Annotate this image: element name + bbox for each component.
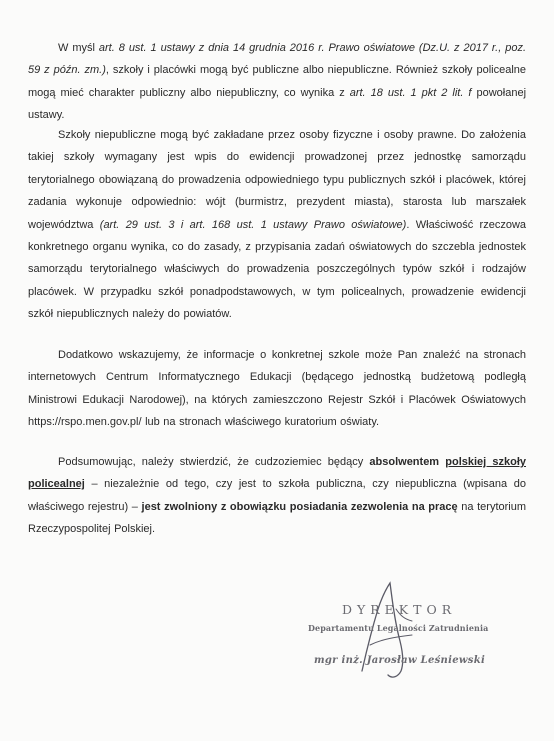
stamp-department: Departamentu Legalności Zatrudnienia (308, 623, 489, 633)
text-run: . Właściwość rzeczowa konkretnego organu wynika, co do zasady, z przypisania zadań oświatowych do szczebla jednostek samorządu terytorialnego właściwych do prowadzenia poszczególnych typów szkół i rodzajów placówek. W przypadku szkół ponadpodstawowych, w tym policealnych, prowadzenie ewidencji szkół niepublicznych należy do powiatów. (28, 218, 527, 321)
text-run: na terytorium Rzeczypospolitej Polskiej. (28, 500, 527, 536)
text-run: , szkoły i placówki mogą być publiczne albo niepubliczne. Również szkoły policealne mogą mieć charakter publiczny albo niepubliczny, co wynika z (28, 64, 527, 99)
legal-reference: art. 18 ust. 1 pkt 2 lit. f (349, 86, 472, 99)
bold-text: jest zwolniony z obowiązku posiadania zezwolenia na pracę (141, 500, 458, 513)
text-run: – niezależnie od tego, czy jest to szkoła publiczna, czy niepubliczna (wpisana do właściwego rejestru) – (28, 478, 526, 513)
bold-text: absolwentem (369, 456, 440, 468)
text-run: Podsumowując, należy stwierdzić, że cudzoziemiec będący (58, 456, 370, 468)
stamp-title: DYREKTOR (342, 602, 457, 617)
bold-underlined-text: polskiej szkoły policealnej (28, 456, 526, 491)
text-run: W myśl (58, 42, 99, 54)
paragraph-legal-basis (28, 37, 526, 127)
text-run: powołanej ustawy. (28, 86, 527, 122)
legal-reference: art. 8 ust. 1 ustawy z dnia 14 grudnia 2016 r. Prawo oświatowe (Dz.U. z 2017 r., poz. 59 z późn. zm.) (28, 42, 527, 77)
legal-reference: (art. 29 ust. 3 i art. 168 ust. 1 ustawy Prawo oświatowe) (99, 218, 407, 231)
text-run: Szkoły niepubliczne mogą być zakładane przez osoby fizyczne i osoby prawne. Do założenia takiej szkoły wymagany jest wpis do ewidencji prowadzonej przez jednostkę samorządu terytorialnego obowiązaną do prowadzenia odpowiedniego typu publicznych szkół i placówek, której zadania wykonuje odpowiednio: wójt (burmistrz, prezydent miasta), starosta lub marszałek województwa (28, 129, 526, 231)
signature-stroke (370, 635, 412, 645)
signature-block (300, 575, 540, 685)
paragraph-register-info (28, 344, 526, 434)
paragraph-private-schools (28, 124, 526, 326)
stamp-name: mgr inż. Jarosław Leśniewski (314, 655, 486, 666)
text-run: Dodatkowo wskazujemy, że informacje o konkretnej szkole może Pan znaleźć na stronach internetowych Centrum Informatycznego Edukacji (będącego jednostką budżetową podległą Ministrowi Edukacji Narodowej), na których zamieszczono Rejestr Szkół i Placówek Oświatowych https://rspo.men.gov.pl/ lub na stronach właściwego kuratorium oświaty. (28, 349, 526, 429)
paragraph-conclusion (28, 451, 526, 541)
